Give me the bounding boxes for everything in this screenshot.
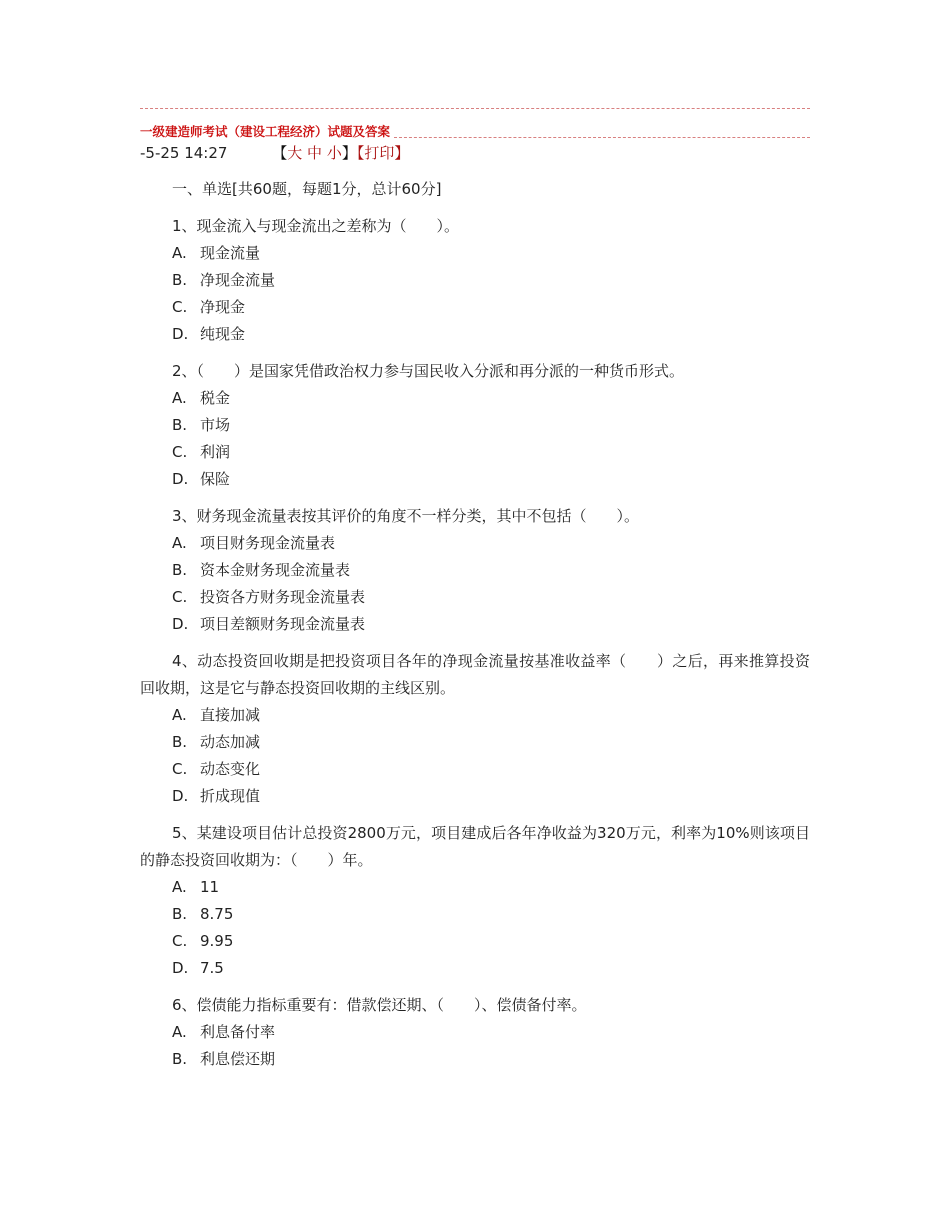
option-letter: A.	[172, 1023, 187, 1041]
option-text: 净现金	[200, 298, 246, 316]
top-dashed-divider	[140, 108, 810, 109]
option-a	[140, 530, 810, 557]
option-text: 9.95	[200, 932, 234, 950]
option-c	[140, 439, 810, 466]
option-text: 税金	[200, 389, 231, 407]
option-text: 纯现金	[200, 325, 246, 343]
question-text: 3、财务现金流量表按其评价的角度不一样分类，其中不包括（ ）。	[172, 507, 640, 525]
font-size-bracket-open: 【	[272, 144, 288, 162]
option-letter: B.	[172, 271, 188, 289]
question-text: 2、（ ）是国家凭借政治权力参与国民收入分派和再分派的一种货币形式。	[172, 362, 685, 380]
option-a	[140, 874, 810, 901]
option-d	[140, 611, 810, 638]
option-a	[140, 240, 810, 267]
option-d	[140, 783, 810, 810]
font-size-medium-link[interactable]: 中	[307, 144, 323, 162]
option-letter: C.	[172, 760, 188, 778]
option-c	[140, 294, 810, 321]
option-text: 现金流量	[200, 244, 261, 262]
question-1	[140, 213, 810, 348]
option-letter: B.	[172, 905, 188, 923]
option-letter: C.	[172, 588, 188, 606]
option-b	[140, 1046, 810, 1073]
option-d	[140, 321, 810, 348]
option-letter: A.	[172, 878, 187, 896]
question-5	[140, 820, 810, 982]
option-c	[140, 584, 810, 611]
option-letter: D.	[172, 470, 189, 488]
option-b	[140, 901, 810, 928]
option-letter: D.	[172, 959, 189, 977]
option-letter: C.	[172, 298, 188, 316]
font-size-small-link[interactable]: 小	[326, 144, 342, 162]
option-b	[140, 557, 810, 584]
option-letter: A.	[172, 389, 187, 407]
option-letter: D.	[172, 615, 189, 633]
option-text: 项目差额财务现金流量表	[200, 615, 366, 633]
option-d	[140, 955, 810, 982]
meta-row	[140, 142, 409, 163]
option-a	[140, 1019, 810, 1046]
question-6	[140, 992, 810, 1073]
option-b	[140, 412, 810, 439]
exam-content	[140, 176, 810, 1083]
option-text: 直接加减	[200, 706, 261, 724]
question-text: 5、某建设项目估计总投资2800万元，项目建成后各年净收益为320万元，利率为10%则该项目的静态投资回收期为：（ ）年。	[140, 824, 810, 869]
option-text: 动态变化	[200, 760, 261, 778]
print-link[interactable]: 【打印】	[356, 144, 410, 162]
question-4	[140, 648, 810, 810]
title-row	[140, 122, 810, 140]
option-c	[140, 756, 810, 783]
option-text: 11	[200, 878, 220, 896]
option-text: 利息偿还期	[200, 1050, 276, 1068]
section-title: 一、单选[共60题，每题1分，总计60分]	[172, 180, 442, 198]
publish-date: -5-25 14:27	[140, 144, 228, 162]
question-text: 1、现金流入与现金流出之差称为（ ）。	[172, 217, 460, 235]
option-letter: C.	[172, 443, 188, 461]
option-b	[140, 267, 810, 294]
font-size-large-link[interactable]: 大	[287, 144, 303, 162]
question-text: 4、动态投资回收期是把投资项目各年的净现金流量按基准收益率（ ）之后，再来推算投资回收期，这是它与静态投资回收期的主线区别。	[140, 652, 810, 697]
option-text: 动态加减	[200, 733, 261, 751]
option-letter: B.	[172, 1050, 188, 1068]
font-size-bracket-close: 】	[341, 144, 357, 162]
option-text: 利润	[200, 443, 231, 461]
option-letter: A.	[172, 244, 187, 262]
option-letter: D.	[172, 325, 189, 343]
option-letter: A.	[172, 706, 187, 724]
option-d	[140, 466, 810, 493]
option-c	[140, 928, 810, 955]
question-2	[140, 358, 810, 493]
option-letter: B.	[172, 733, 188, 751]
option-letter: A.	[172, 534, 187, 552]
option-text: 7.5	[200, 959, 224, 977]
option-text: 利息备付率	[200, 1023, 276, 1041]
option-a	[140, 385, 810, 412]
option-text: 市场	[200, 416, 231, 434]
option-letter: B.	[172, 561, 188, 579]
option-text: 项目财务现金流量表	[200, 534, 336, 552]
option-text: 折成现值	[200, 787, 261, 805]
option-b	[140, 729, 810, 756]
option-letter: B.	[172, 416, 188, 434]
option-text: 资本金财务现金流量表	[200, 561, 351, 579]
question-text: 6、偿债能力指标重要有：借款偿还期、（ ）、偿债备付率。	[172, 996, 587, 1014]
option-a	[140, 702, 810, 729]
page-title[interactable]: 一级建造师考试（建设工程经济）试题及答案	[140, 124, 391, 139]
option-text: 净现金流量	[200, 271, 276, 289]
option-letter: D.	[172, 787, 189, 805]
question-3	[140, 503, 810, 638]
option-text: 投资各方财务现金流量表	[200, 588, 366, 606]
option-text: 保险	[200, 470, 231, 488]
option-letter: C.	[172, 932, 188, 950]
option-text: 8.75	[200, 905, 234, 923]
title-dashed-divider	[394, 137, 810, 138]
